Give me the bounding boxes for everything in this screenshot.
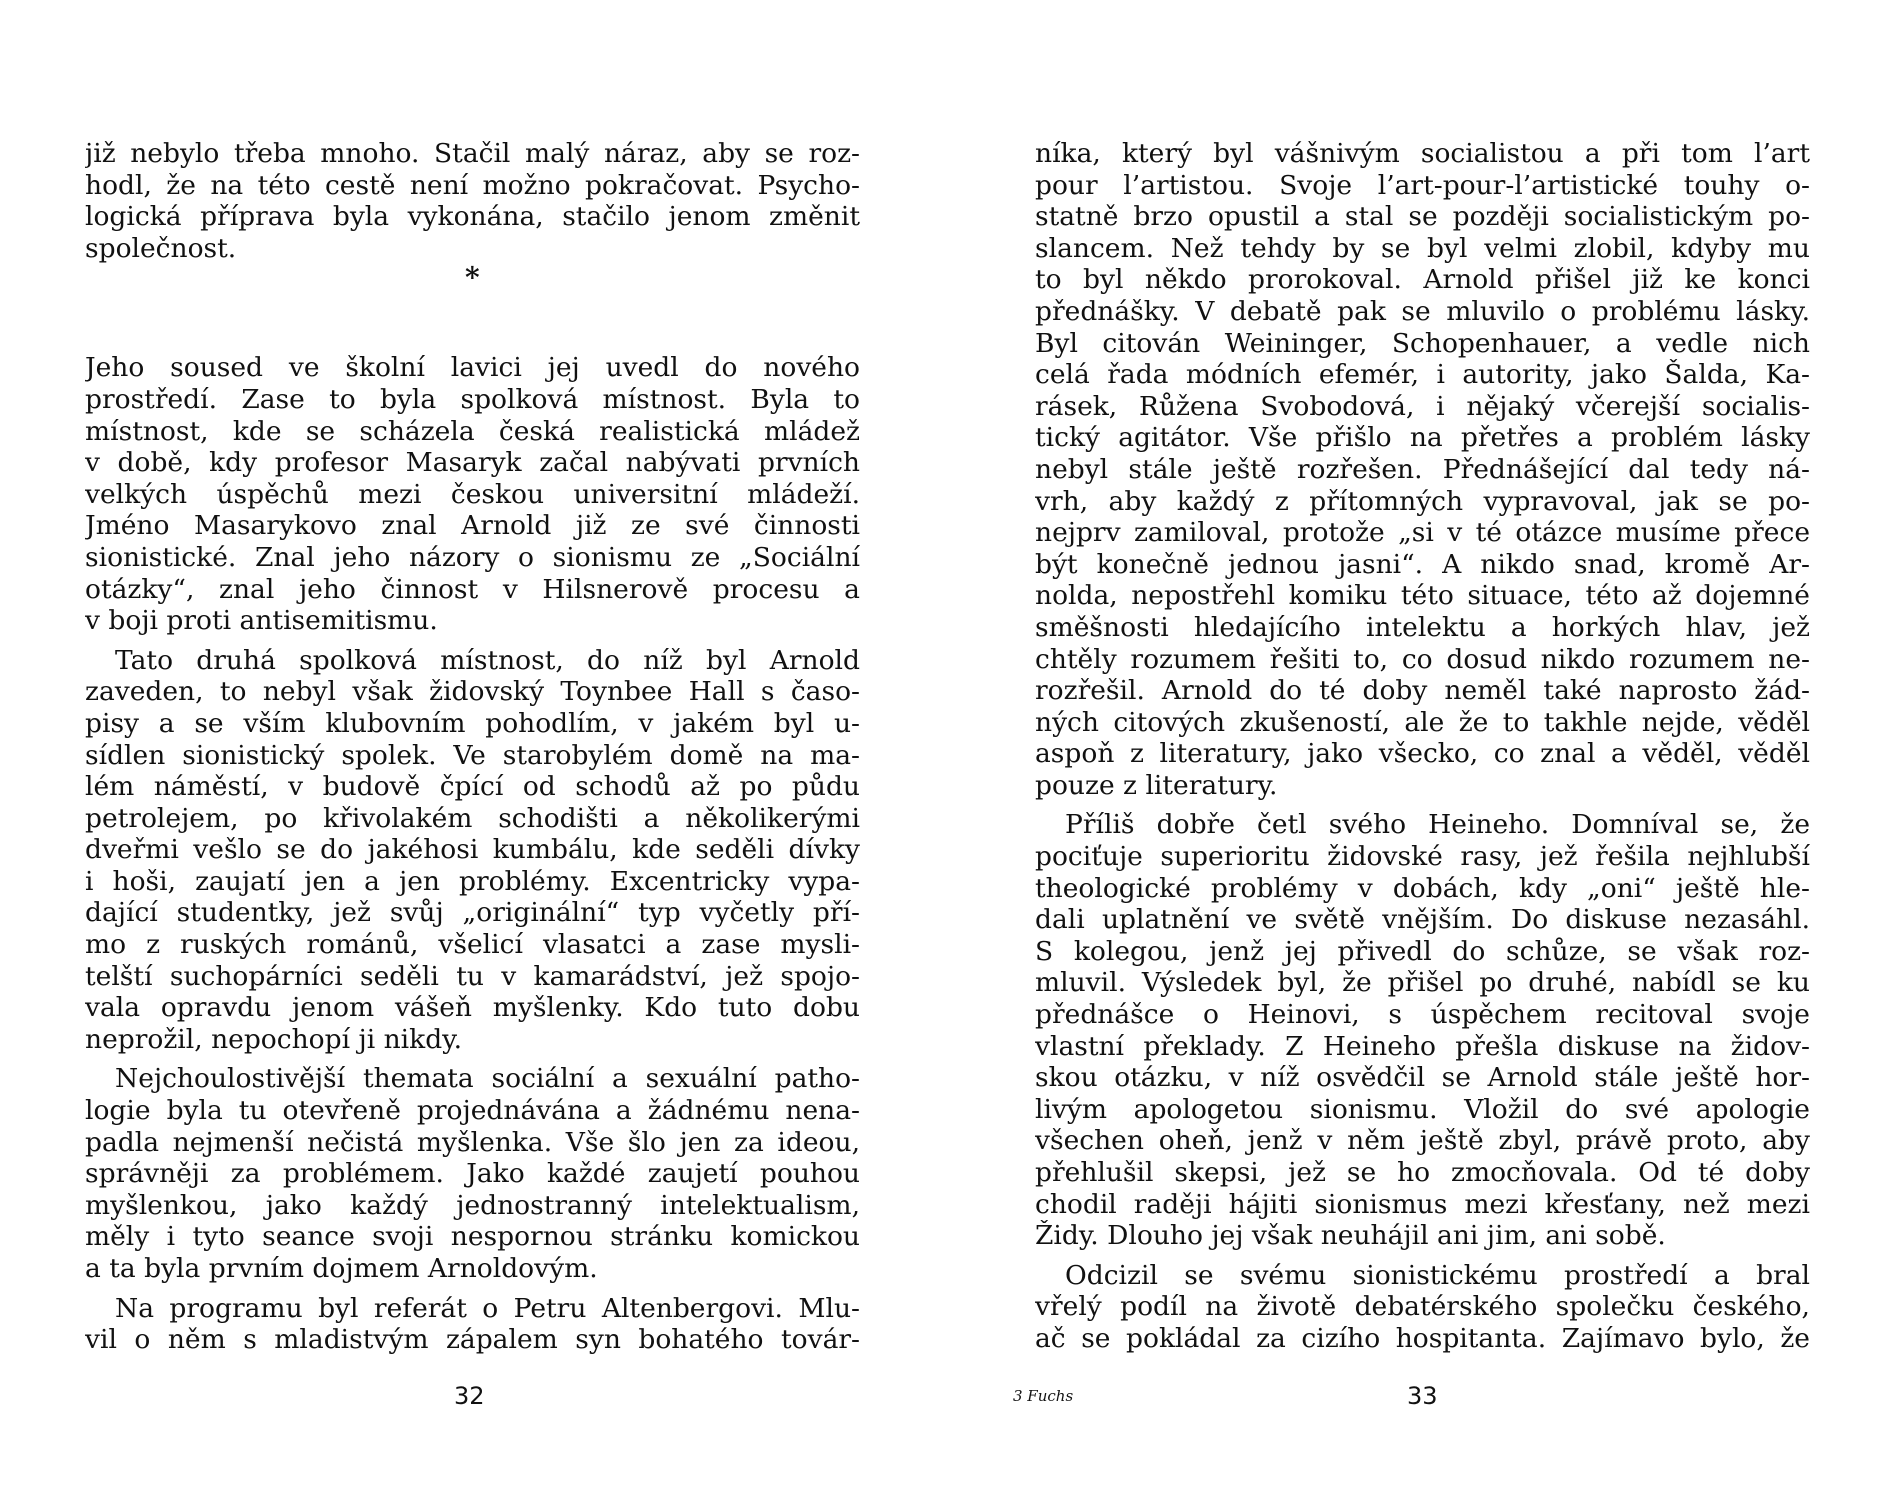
text-line: S kolegou, jenž jej přivedl do schůze, se však roz- [1035,935,1810,967]
paragraph [85,645,860,1056]
text-line: pociťuje superioritu židovské rasy, jež řešila nejhlubší [1035,841,1810,873]
text-line: pouze z literatury. [1035,769,1278,801]
text-line: logie byla tu otevřeně projednávána a žádnému nena- [85,1095,860,1127]
text-line: vřelý podíl na životě debatérského společku českého, [1035,1291,1810,1323]
text-line: rozřešil. Arnold do té doby neměl také naprosto žád- [1035,675,1810,707]
paragraph [1035,809,1810,1251]
text-line: níka, který byl vášnivým socialistou a při tom l’art [1035,138,1810,169]
paragraph-gap [1035,1252,1810,1260]
text-line: směšnosti hledajícího intelektu a horkých hlav, jež [1035,611,1810,643]
asterisk-separator: * [465,261,480,295]
paragraph [85,138,860,264]
left-page-number: 32 [454,1382,485,1410]
text-line: nolda, nepostřehl komiku této situace, této až dojemné [1035,580,1810,612]
paragraph-gap [1035,801,1810,809]
text-line: padla nejmenší nečistá myšlenka. Vše šlo jen za ideou, [85,1126,860,1158]
text-line: přehlušil skepsi, jež se ho zmocňovala. Od té doby [1035,1157,1810,1188]
text-line: mluvil. Výsledek byl, že přišel po druhé, nabídl se ku [1035,967,1810,999]
text-line: již nebylo třeba mnoho. Stačil malý náraz, aby se roz- [85,138,860,169]
text-line: mo z ruských románů, všelicí vlasatci a zase mysli- [85,929,860,961]
text-line: telští suchopárníci seděli tu v kamarádství, jež spojo- [85,960,860,992]
text-line: prostředí. Zase to byla spolková místnost. Byla to [85,383,860,415]
text-line: ač se pokládal za cizího hospitanta. Zajímavo bylo, že [1035,1322,1810,1354]
text-line: otázky“, znal jeho činnost v Hilsnerově procesu a [85,573,860,605]
paragraph-gap [85,1055,860,1063]
paragraph [1035,1260,1810,1355]
text-line: místnost, kde se scházela česká realistická mládež [85,415,860,447]
text-line: být konečně jednou jasni“. A nikdo snad, kromě Ar- [1035,548,1810,580]
text-line: celá řada módních efemér, i autority, jako Šalda, Ka- [1035,359,1810,391]
text-line: chodil raději hájiti sionismus mezi křesťany, než mezi [1035,1188,1810,1220]
left-text-column [85,138,860,1356]
text-line: myšlenkou, jako každý jednostranný intelektualism, [85,1189,860,1221]
text-line: tický agitátor. Vše přišlo na přetřes a problém lásky [1035,422,1810,454]
text-line: společnost. [85,232,237,264]
paragraph [85,1293,860,1356]
section-separator [85,261,860,352]
text-line: pisy a se vším klubovním pohodlím, v jakém byl u- [85,707,860,739]
paragraph [85,1063,860,1284]
text-line: sionistické. Znal jeho názory o sionismu ze „Sociální [85,541,860,573]
text-line: i hoši, zaujatí jen a jen problémy. Excentricky vypa- [85,865,860,897]
text-line: Na programu byl referát o Petru Altenbergovi. Mlu- [115,1292,860,1324]
text-line: vrh, aby každý z přítomných vypravoval, jak se po- [1035,485,1810,517]
paragraph-gap [85,1285,860,1293]
text-line: skou otázku, v níž osvědčil se Arnold stále ještě hor- [1035,1062,1810,1094]
text-line: v boji proti antisemitismu. [85,605,438,637]
text-line: všechen oheň, jenž v něm ještě zbyl, právě proto, aby [1035,1125,1810,1157]
text-line: logická příprava byla vykonána, stačilo jenom změnit [85,201,860,233]
text-line: statně brzo opustil a stal se později socialistickým po- [1035,201,1810,233]
text-line: vala opravdu jenom vášeň myšlenky. Kdo tuto dobu [85,992,860,1024]
text-line: a ta byla prvním dojmem Arnoldovým. [85,1253,598,1284]
text-line: petrolejem, po křivolakém schodišti a několikerými [85,802,860,834]
text-line: ných citových zkušeností, ale že to takhle nejde, věděl [1035,706,1810,738]
text-line: Odcizil se svému sionistickému prostředí a bral [1065,1259,1810,1291]
text-line: nejprv zamiloval, protože „si v té otázce musíme přece [1035,517,1810,549]
text-line: to byl někdo prorokoval. Arnold přišel již ke konci [1035,264,1810,296]
text-line: dveřmi vešlo se do jakéhosi kumbálu, kde seděli dívky [85,834,860,866]
text-line: v době, kdy profesor Masaryk začal nabývati prvních [85,447,860,479]
right-text-column [1035,138,1810,1355]
text-line: sídlen sionistický spolek. Ve starobylém domě na ma- [85,739,860,771]
text-line: zaveden, to nebyl však židovský Toynbee Hall s časo- [85,676,860,708]
text-line: chtěly rozumem řešiti to, co dosud nikdo rozumem ne- [1035,643,1810,675]
text-line: Nejchoulostivější themata sociální a sexuální patho- [115,1063,860,1095]
text-line: Tato druhá spolková místnost, do níž byl Arnold [115,644,860,676]
paragraph-gap [85,637,860,645]
text-line: dali uplatnění ve světě vnějším. Do diskuse nezasáhl. [1035,904,1810,936]
right-page-number: 33 [1407,1382,1438,1410]
text-line: pour l’artistou. Svoje l’art-pour-l’artistické touhy o- [1035,169,1810,201]
signature-mark: 3 Fuchs [1013,1387,1074,1405]
text-line: vil o něm s mladistvým zápalem syn bohatého továr- [85,1324,860,1356]
text-line: aspoň z literatury, jako všecko, co znal a věděl, věděl [1035,738,1810,770]
text-line: hodl, že na této cestě není možno pokračovat. Psycho- [85,169,860,201]
text-line: správněji za problémem. Jako každé zaujetí pouhou [85,1158,860,1190]
text-line: Jeho soused ve školní lavici jej uvedl do nového [85,352,860,384]
text-line: livým apologetou sionismu. Vložil do své apologie [1035,1093,1810,1125]
text-line: Příliš dobře četl svého Heineho. Domníval se, že [1065,809,1810,841]
paragraph [1035,138,1810,801]
text-line: nebyl stále ještě rozřešen. Přednášející dal tedy ná- [1035,453,1810,485]
text-line: Byl citován Weininger, Schopenhauer, a vedle nich [1035,327,1810,359]
paragraph [85,352,860,636]
right-page [941,0,1882,1500]
text-line: dající studentky, jež svůj „originální“ typ vyčetly pří- [85,897,860,929]
text-line: rásek, Růžena Svobodová, i nějaký včerejší socialis- [1035,390,1810,422]
text-line: theologické problémy v dobách, kdy „oni“ ještě hle- [1035,872,1810,904]
text-line: Jméno Masarykovo znal Arnold již ze své činnosti [85,510,860,542]
text-line: slancem. Než tehdy by se byl velmi zlobil, kdyby mu [1035,232,1810,264]
text-line: měly i tyto seance svoji nespornou stránku komickou [85,1221,860,1253]
text-line: přednášky. V debatě pak se mluvilo o problému lásky. [1035,295,1810,327]
text-line: vlastní překlady. Z Heineho přešla diskuse na židov- [1035,1030,1810,1062]
text-line: velkých úspěchů mezi českou universitní mládeží. [85,478,860,510]
text-line: Židy. Dlouho jej však neuhájil ani jim, ani sobě. [1035,1220,1666,1252]
text-line: lém náměstí, v budově čpící od schodů až po půdu [85,771,860,803]
text-line: přednášce o Heinovi, s úspěchem recitoval svoje [1035,999,1810,1031]
text-line: neprožil, nepochopí ji nikdy. [85,1023,463,1055]
